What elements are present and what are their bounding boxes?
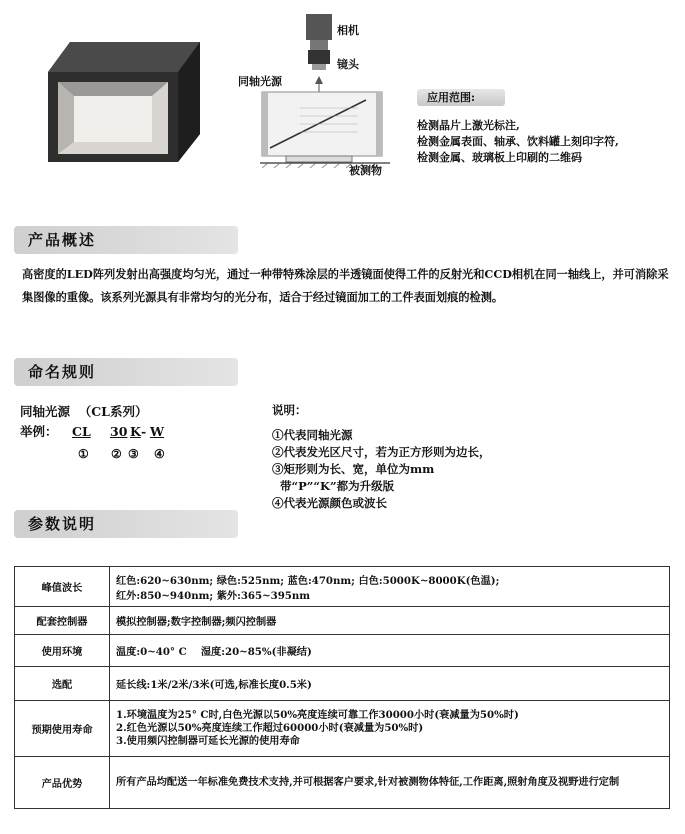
row-value: 模拟控制器;数字控制器;频闪控制器: [110, 607, 670, 635]
row-key: 配套控制器: [15, 607, 110, 635]
row-value: 红色:620~630nm; 绿色:525nm; 蓝色:470nm; 白色:5000K~8000K(色温); 红外:850~940nm; 紫外:365~395nm: [110, 567, 670, 607]
example-mark-1: ①: [78, 447, 89, 461]
explain-line: 带“P”“K”都为升级版: [272, 479, 395, 493]
naming-series: 同轴光源 （CL系列）: [20, 404, 148, 419]
example-part-3: K: [130, 424, 141, 439]
example-part-1: CL: [72, 424, 91, 439]
lens-label: 镜头: [337, 58, 359, 71]
table-row: [15, 567, 670, 607]
example-prefix: 举例：: [20, 424, 58, 439]
example-part-2: 30: [110, 424, 128, 439]
applications-list: [417, 118, 619, 166]
table-row: [15, 757, 670, 809]
table-row: [15, 635, 670, 667]
table-row: [15, 607, 670, 635]
explain-line: ②代表发光区尺寸，若为正方形则为边长，: [272, 445, 491, 459]
params-table: [14, 566, 670, 809]
example-part-4: W: [150, 424, 165, 439]
object-label: 被测物: [349, 164, 382, 177]
example-mark-3: ③: [128, 447, 139, 461]
row-value: 所有产品均配送一年标准免费技术支持,并可根据客户要求,针对被测物体特征,工作距离,照射角度及视野进行定制: [110, 757, 670, 809]
naming-heading: 命名规则: [14, 358, 238, 386]
applications-line: 检测晶片上激光标注,: [417, 119, 520, 132]
row-key: 预期使用寿命: [15, 701, 110, 757]
params-heading: 参数说明: [14, 510, 238, 538]
explain-line: ①代表同轴光源: [272, 428, 353, 442]
table-row: [15, 701, 670, 757]
naming-example: 同轴光源 （CL系列） 举例： CL 30 K - W ① ② ③ ④: [20, 402, 147, 460]
row-value: 1.环境温度为25° C时,白色光源以50%亮度连续可靠工作30000小时(衰减量为50%时) 2.红色光源以50%亮度连续工作超过60000小时(衰减量为50%时) 3.使用频闪控制器可延长光源的使用寿命: [110, 701, 670, 757]
explain-title: 说明：: [272, 403, 307, 417]
row-key: 峰值波长: [15, 567, 110, 607]
camera-label: 相机: [337, 24, 359, 37]
light-source-label: 同轴光源: [238, 75, 282, 88]
overview-heading: 产品概述: [14, 226, 238, 254]
row-key: 使用环境: [15, 635, 110, 667]
product-image: [48, 42, 200, 162]
row-value: 温度:0~40° C 湿度:20~85%(非凝结): [110, 635, 670, 667]
applications-line: 检测金属表面、轴承、饮料罐上刻印字符,: [417, 135, 619, 148]
example-mark-2: ②: [111, 447, 122, 461]
naming-explanation: [272, 402, 491, 512]
row-key: 选配: [15, 667, 110, 701]
explain-line: ④代表光源颜色或波长: [272, 496, 387, 510]
table-row: [15, 667, 670, 701]
example-mark-4: ④: [154, 447, 165, 461]
applications-tag: 应用范围:: [417, 89, 505, 106]
coaxial-light-diagram: [240, 8, 400, 188]
overview-text: 高密度的LED阵列发射出高强度均匀光，通过一种带特殊涂层的半透镜面使得工件的反射光和CCD相机在同一轴线上，并可消除采集图像的重像。该系列光源具有非常均匀的光分布，适合于经过镜面加工的工件表面划痕的检测。: [22, 267, 669, 304]
explain-line: ③矩形则为长、宽，单位为mm: [272, 462, 435, 476]
row-value: 延长线:1米/2米/3米(可选,标准长度0.5米): [110, 667, 670, 701]
applications-line: 检测金属、玻璃板上印刷的二维码: [417, 151, 582, 164]
row-key: 产品优势: [15, 757, 110, 809]
